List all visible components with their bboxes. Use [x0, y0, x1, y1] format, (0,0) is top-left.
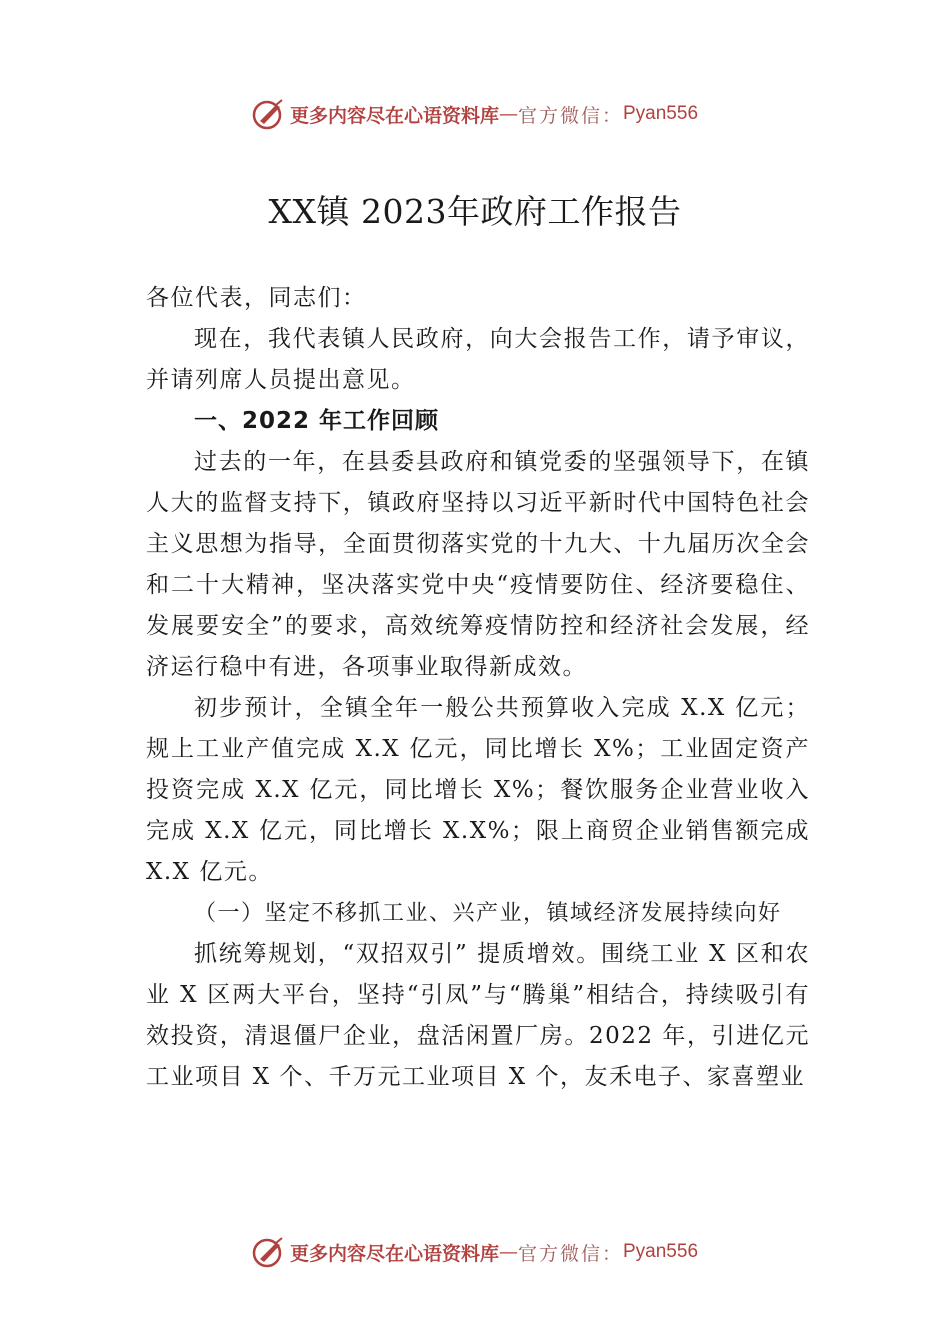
pen-logo-icon: [252, 1235, 286, 1269]
salutation: 各位代表，同志们：: [146, 285, 367, 311]
document-body: [146, 278, 810, 1098]
section-heading: 一、2022 年工作回顾: [194, 408, 440, 434]
watermark-wechat-label: 官方微信：: [517, 104, 623, 127]
intro-paragraph: 现在，我代表镇人民政府，向大会报告工作，请予审议，并请列席人员提出意见。: [146, 326, 810, 393]
watermark-brand: 更多内容尽在心语资料库: [289, 1242, 499, 1265]
subsection-heading: （一）坚定不移抓工业、兴产业，镇域经济发展持续向好: [194, 901, 782, 926]
document-title: XX镇 2023年政府工作报告: [268, 192, 682, 231]
watermark-banner-bottom: [0, 1232, 950, 1272]
watermark-account: Pyan556: [623, 103, 699, 124]
watermark-banner-top: [0, 94, 950, 134]
paragraph-investment: 抓统筹规划，“双招双引” 提质增效。围绕工业 X 区和农业 X 区两大平台，坚持“引凤”与“腾巢”相结合，持续吸引有效投资，清退僵尸企业，盘活闲置厂房。2022 年，引进亿元工业项目 X 个、千万元工业项目 X 个，友禾电子、家喜塑业: [146, 941, 810, 1090]
watermark-dash: —: [498, 1241, 518, 1263]
pen-logo-icon: [252, 97, 286, 131]
watermark-brand: 更多内容尽在心语资料库: [289, 104, 499, 127]
paragraph-review: 过去的一年，在县委县政府和镇党委的坚强领导下，在镇人大的监督支持下，镇政府坚持以习近平新时代中国特色社会主义思想为指导，全面贯彻落实党的十九大、十九届历次全会和二十大精神，坚决落实党中央“疫情要防住、经济要稳住、发展要安全”的要求，高效统筹疫情防控和经济社会发展，经济运行稳中有进，各项事业取得新成效。: [146, 449, 810, 680]
paragraph-figures: 初步预计，全镇全年一般公共预算收入完成 X.X 亿元；规上工业产值完成 X.X 亿元，同比增长 X%；工业固定资产投资完成 X.X 亿元，同比增长 X%；餐饮服务企业营业收入完成 X.X 亿元，同比增长 X.X%；限上商贸企业销售额完成 X.X 亿元。: [146, 695, 810, 885]
watermark-dash: —: [498, 103, 518, 125]
watermark-wechat-label: 官方微信：: [517, 1242, 623, 1265]
watermark-account: Pyan556: [623, 1241, 699, 1262]
